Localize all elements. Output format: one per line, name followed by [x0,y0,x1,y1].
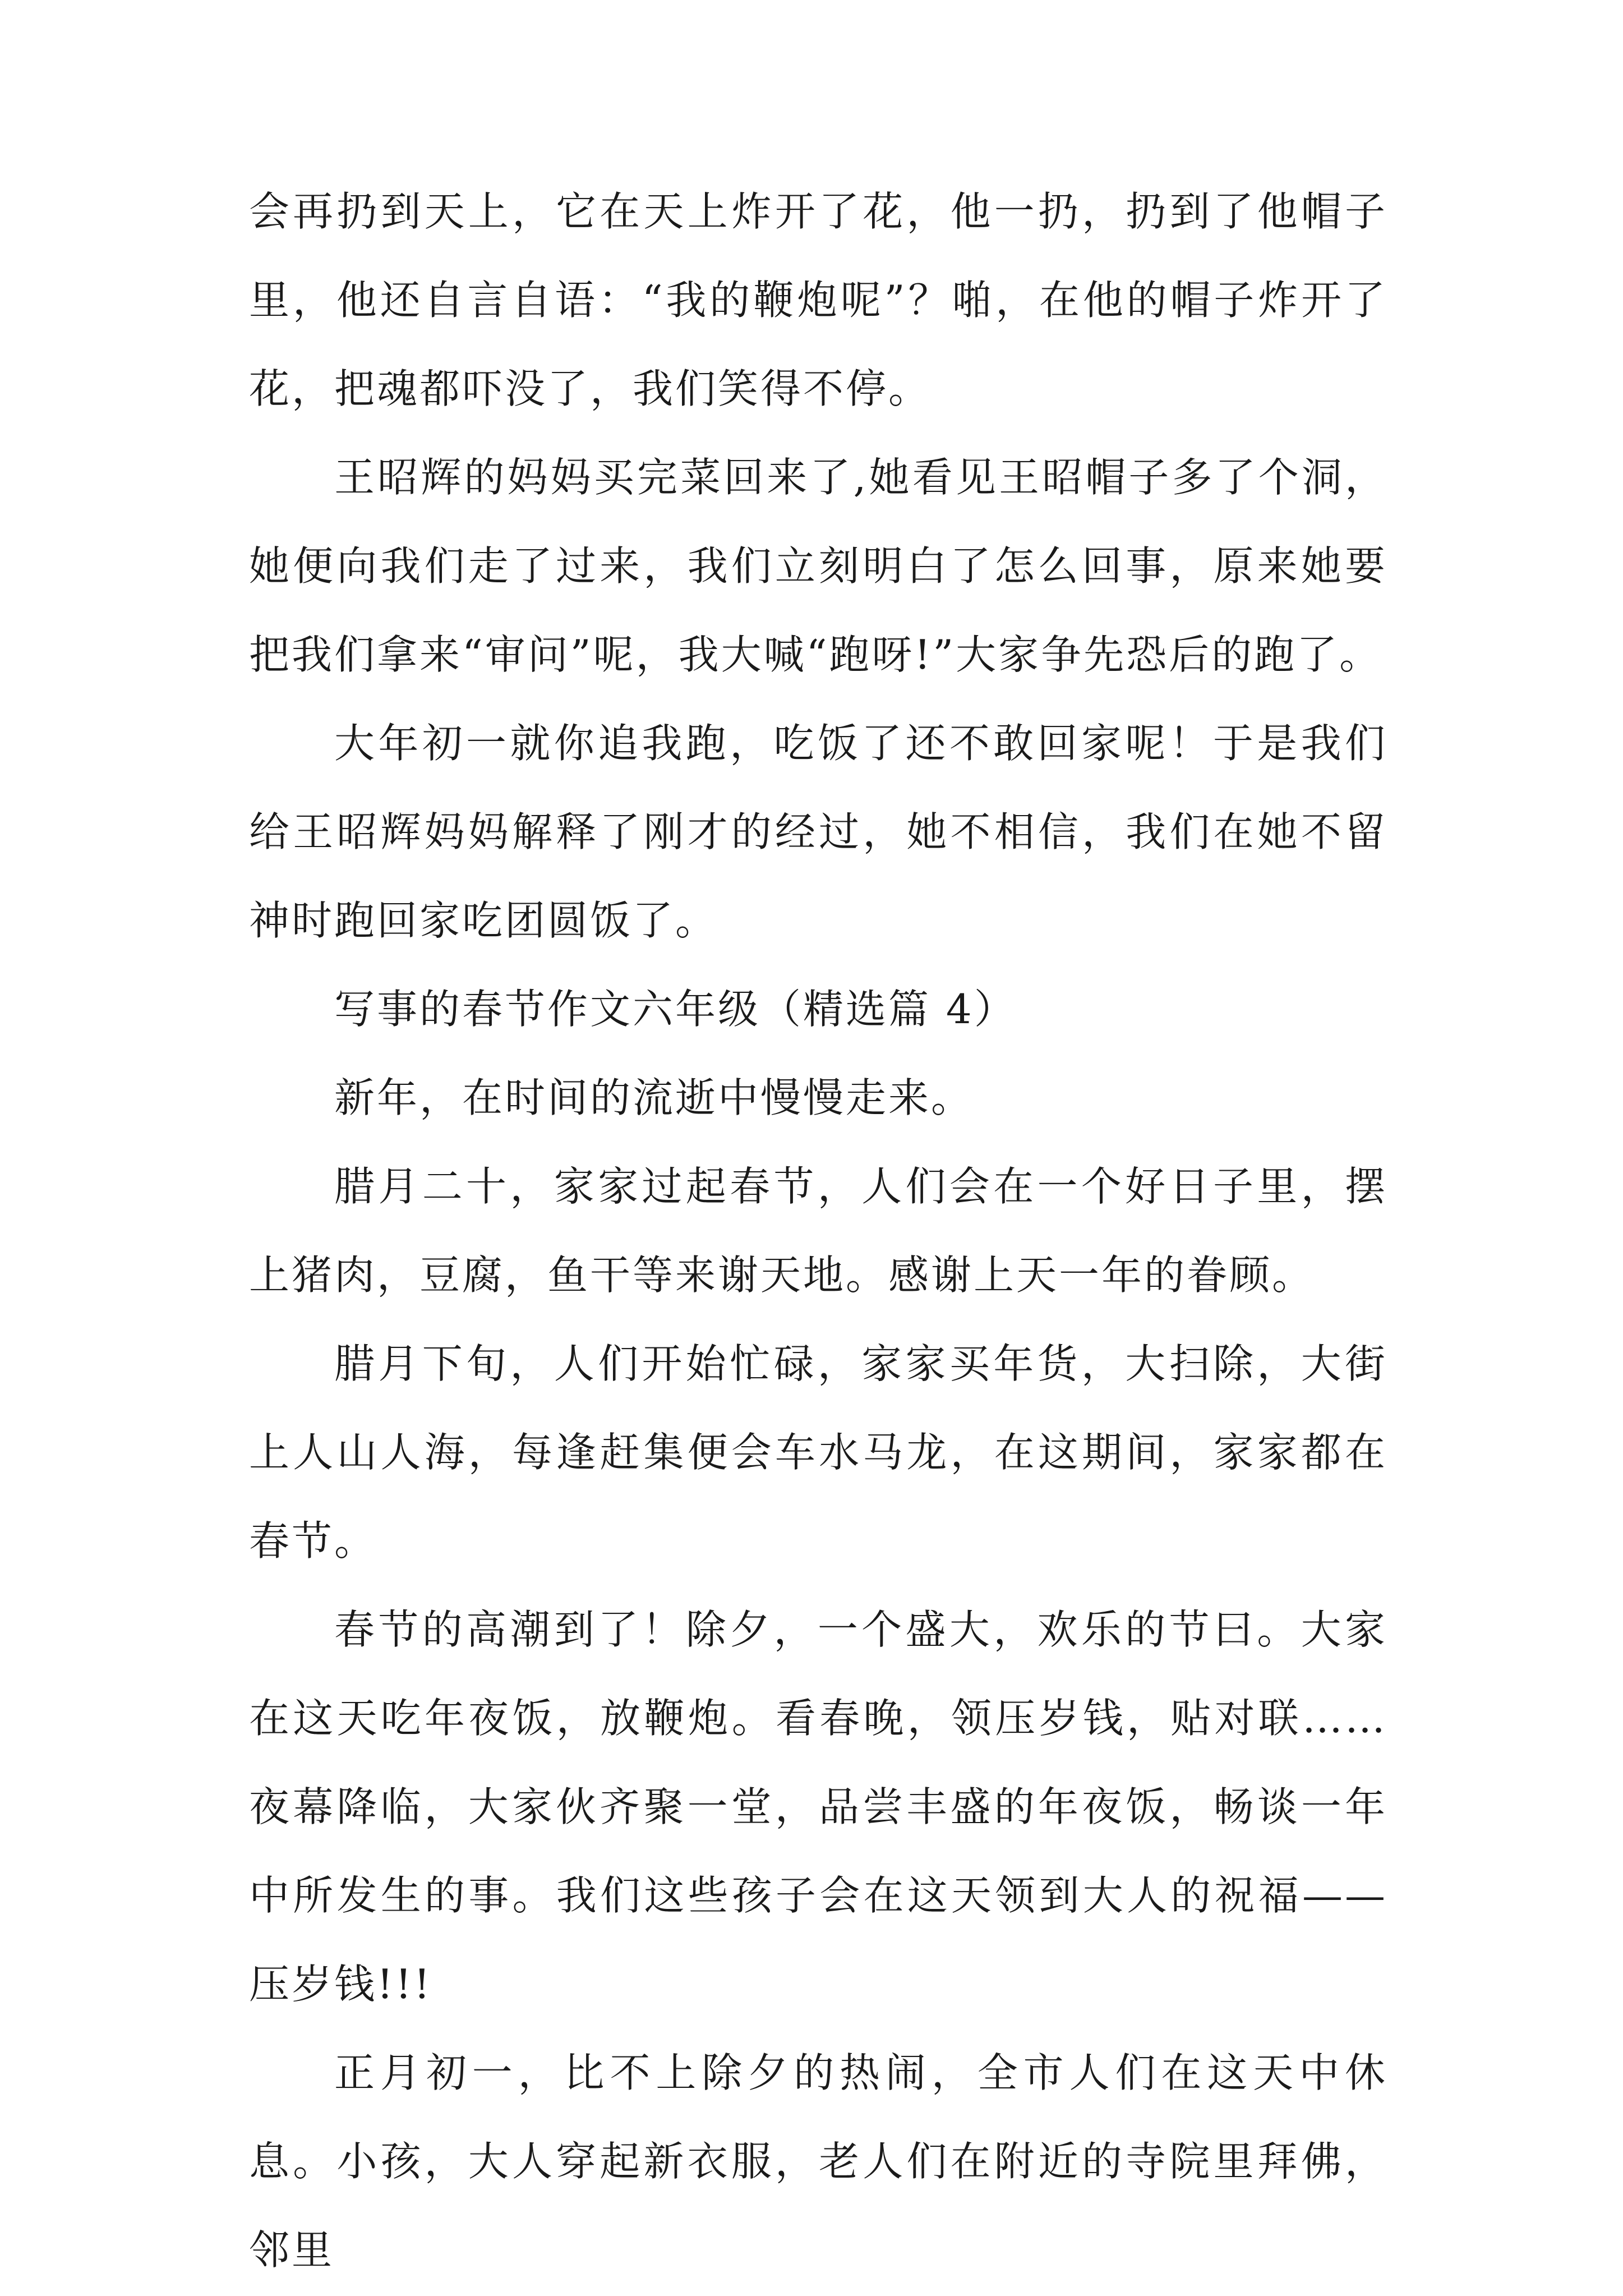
section-heading: 写事的春节作文六年级（精选篇 4） [334,986,1017,1033]
document-body [249,167,1387,2294]
paragraph-7: 腊月下旬，人们开始忙碌，家家买年货，大扫除，大街上人山人海，每逢赶集便会车水马龙，在这期间，家家都在春节。 [249,1340,1387,1565]
paragraph-8: 春节的高潮到了！除夕，一个盛大，欢乐的节曰。大家在这天吃年夜饭，放鞭炮。看春晚，领压岁钱，贴对联……夜幕降临，大家伙齐聚一堂，品尝丰盛的年夜饭，畅谈一年中所发生的事。我们这些孩子会在这天领到大人的祝福——压岁钱!!! [249,1606,1387,2008]
paragraph-9: 正月初一，比不上除夕的热闹，全市人们在这天中休息。小孩，大人穿起新衣服，老人们在附近的寺院里拜佛，邻里 [249,2049,1387,2274]
paragraph-1: 会再扔到天上，它在天上炸开了花，他一扔，扔到了他帽子里，他还自言自语：“我的鞭炮呢”？啪，在他的帽子炸开了花，把魂都吓没了，我们笑得不停。 [249,188,1387,412]
paragraph-6: 腊月二十，家家过起春节，人们会在一个好日子里，摆上猪肉，豆腐，鱼干等来谢天地。感谢上天一年的眷顾。 [249,1163,1387,1299]
paragraph-5: 新年，在时间的流逝中慢慢走来。 [334,1074,974,1121]
paragraph-2: 王昭辉的妈妈买完菜回来了,她看见王昭帽子多了个洞，她便向我们走了过来，我们立刻明白了怎么回事，原来她要把我们拿来“审问”呢，我大喊“跑呀!”大家争先恐后的跑了。 [249,454,1387,678]
paragraph-3: 大年初一就你追我跑，吃饭了还不敢回家呢！于是我们给王昭辉妈妈解释了刚才的经过，她不相信，我们在她不留神时跑回家吃团圆饭了。 [249,720,1387,944]
